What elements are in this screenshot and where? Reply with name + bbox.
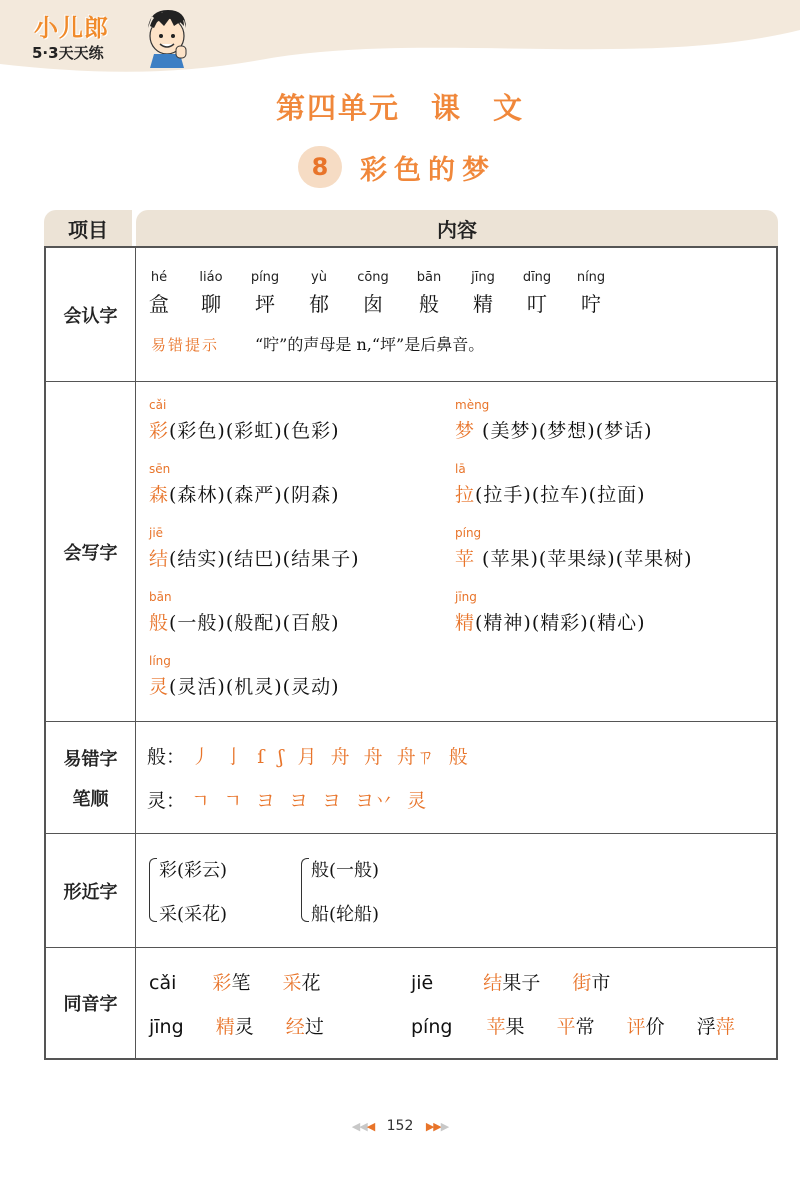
write-entry <box>455 544 693 571</box>
pinyin: sēn <box>149 462 171 476</box>
pinyin: cǎi <box>149 972 177 994</box>
char: 聊 <box>201 292 221 316</box>
target-char: 灵 <box>149 676 170 698</box>
target-char: 般 <box>149 612 170 634</box>
write-entry <box>455 480 646 507</box>
lesson-heading <box>298 146 496 188</box>
word-prefix: 浮 <box>696 1016 716 1038</box>
homophone-group <box>411 1012 735 1039</box>
row-label-line: 易错字 <box>63 748 118 770</box>
stroke-step: ㄱ <box>191 790 210 812</box>
similar-word: 船(轮船) <box>311 904 380 925</box>
brand-logo <box>22 6 182 70</box>
pinyin: píng <box>455 526 482 540</box>
row-label: 同音字 <box>46 948 136 1058</box>
stroke-step: 舟ㄗ <box>396 746 435 768</box>
char: 盒 <box>149 292 169 316</box>
word-rest: 价 <box>645 1016 665 1038</box>
tip-text: “咛”的声母是 n,“坪”是后鼻音。 <box>255 335 485 354</box>
pinyin: níng <box>576 270 606 285</box>
brace-icon <box>149 858 157 922</box>
word-rest: 果 <box>505 1016 525 1038</box>
pinyin: cǎi <box>149 398 167 412</box>
char: 坪 <box>255 292 275 316</box>
target-char: 平 <box>556 1016 576 1038</box>
word-rest: 过 <box>304 1016 324 1038</box>
word-rest: 市 <box>591 972 611 994</box>
row-content <box>137 382 776 721</box>
stroke-step: 月 <box>297 746 317 768</box>
target-char: 拉 <box>455 484 476 506</box>
stroke-step: ヨ <box>288 790 308 812</box>
target-char: 苹 <box>486 1016 506 1038</box>
row-strokes <box>46 722 776 834</box>
write-entry <box>149 416 340 443</box>
target-char: 梦 <box>455 420 476 442</box>
words: (精神)(精彩)(精心) <box>475 612 646 634</box>
lesson-title: 彩色的梦 <box>360 154 496 186</box>
write-entry <box>149 480 340 507</box>
pinyin: jīng <box>149 1016 184 1038</box>
target-char: 结 <box>149 548 170 570</box>
row-homophone <box>46 948 776 1058</box>
target-char: 森 <box>149 484 170 506</box>
study-table <box>44 210 778 1060</box>
words: (彩色)(彩虹)(色彩) <box>169 420 340 442</box>
pinyin: píng <box>411 1016 453 1038</box>
pinyin: bān <box>416 270 442 285</box>
pinyin: dīng <box>522 270 552 285</box>
table-body <box>44 246 778 1060</box>
stroke-step: 灵 <box>407 790 427 812</box>
char: 咛 <box>581 292 601 316</box>
stroke-step: 亅 <box>224 746 244 768</box>
write-entry <box>149 544 360 571</box>
target-char: 结 <box>483 972 503 994</box>
prev-arrows-icon: ◀◀ <box>351 1120 367 1133</box>
brand-title: 小儿郎 <box>34 14 109 42</box>
char: 般 <box>419 292 439 316</box>
homophone-group <box>149 968 321 995</box>
row-write <box>46 382 776 722</box>
page-number: 152 <box>386 1118 414 1134</box>
pinyin: jīng <box>455 590 477 604</box>
tip-label: 易错提示 <box>151 336 220 354</box>
lesson-number-badge: 8 <box>298 146 342 188</box>
next-arrow-icon: ▶▶ <box>425 1120 441 1133</box>
stroke-char: 般： <box>147 746 186 768</box>
similar-word: 彩(彩云) <box>159 860 228 881</box>
similar-word: 采(采花) <box>159 904 228 925</box>
pinyin: jiē <box>411 972 434 994</box>
write-entry <box>149 608 340 635</box>
words: (拉手)(拉车)(拉面) <box>475 484 646 506</box>
header-item: 项目 <box>44 210 132 246</box>
target-char: 精 <box>215 1016 235 1038</box>
stroke-step: 般 <box>448 746 468 768</box>
row-content <box>137 834 776 947</box>
stroke-step: ʃ <box>278 746 284 768</box>
pinyin: mèng <box>455 398 490 412</box>
row-label-line: 笔顺 <box>72 788 109 810</box>
stroke-step: 舟 <box>330 746 350 768</box>
prev-arrow-icon: ◀ <box>366 1120 375 1133</box>
char: 精 <box>473 292 493 316</box>
target-char: 彩 <box>212 972 232 994</box>
stroke-step: ſ <box>257 746 265 768</box>
pinyin: hé <box>150 270 168 285</box>
mascot-icon <box>140 6 192 68</box>
stroke-step: ㄱ <box>223 790 242 812</box>
word-rest: 花 <box>301 972 321 994</box>
unit-title: 第四单元 课 文 <box>275 91 524 125</box>
target-char: 精 <box>455 612 476 634</box>
stroke-order-line <box>147 786 434 813</box>
header-content: 内容 <box>136 210 778 246</box>
char: 郁 <box>309 292 329 316</box>
row-content <box>137 248 776 381</box>
pinyin: cōng <box>357 270 389 285</box>
words: (结实)(结巴)(结果子) <box>169 548 360 570</box>
pinyin: jīng <box>471 270 495 285</box>
pinyin: líng <box>149 654 171 668</box>
write-entry <box>455 608 646 635</box>
page-footer <box>0 1118 800 1134</box>
pinyin: píng <box>250 270 280 285</box>
target-char: 苹 <box>455 548 476 570</box>
row-content <box>137 948 776 1058</box>
stroke-char: 灵： <box>147 790 186 812</box>
word-rest: 果子 <box>502 972 541 994</box>
row-content <box>137 722 776 833</box>
brace-icon <box>301 858 309 922</box>
word-rest: 笔 <box>231 972 251 994</box>
target-char: 评 <box>626 1016 646 1038</box>
pinyin: bān <box>149 590 172 604</box>
stroke-step: ヨ <box>322 790 342 812</box>
words: (一般)(般配)(百般) <box>169 612 340 634</box>
stroke-step: 丿 <box>191 746 211 768</box>
row-label: 会写字 <box>46 382 136 721</box>
pinyin: liáo <box>199 270 223 285</box>
target-char: 萍 <box>715 1016 735 1038</box>
target-char: 彩 <box>149 420 170 442</box>
words: (灵活)(机灵)(灵动) <box>169 676 340 698</box>
pinyin: yù <box>311 270 327 285</box>
row-recognize <box>46 248 776 382</box>
words: (苹果)(苹果绿)(苹果树) <box>475 548 693 570</box>
stroke-order-line <box>147 742 476 769</box>
next-arrows-icon: ▶ <box>440 1120 449 1133</box>
char: 叮 <box>527 292 547 316</box>
word-rest: 常 <box>575 1016 595 1038</box>
row-similar <box>46 834 776 948</box>
stroke-step: 舟 <box>363 746 383 768</box>
word-rest: 灵 <box>234 1016 254 1038</box>
row-label: 会认字 <box>46 248 136 381</box>
brand-subtitle: 5·3天天练 <box>32 44 104 62</box>
similar-word: 般(一般) <box>311 860 380 881</box>
stroke-step: ヨ丷 <box>355 790 394 812</box>
target-char: 经 <box>285 1016 305 1038</box>
words: (森林)(森严)(阴森) <box>169 484 340 506</box>
write-entry <box>149 672 340 699</box>
char: 囱 <box>363 292 383 316</box>
target-char: 采 <box>282 972 302 994</box>
homophone-group <box>149 1012 324 1039</box>
target-char: 街 <box>572 972 592 994</box>
table-header <box>44 210 778 246</box>
row-label <box>46 722 136 833</box>
pinyin: jiē <box>149 526 164 540</box>
homophone-group <box>411 968 610 995</box>
stroke-step: ヨ <box>255 790 275 812</box>
row-label: 形近字 <box>46 834 136 947</box>
write-entry <box>455 416 653 443</box>
pinyin: lā <box>455 462 466 476</box>
words: (美梦)(梦想)(梦话) <box>475 420 653 442</box>
